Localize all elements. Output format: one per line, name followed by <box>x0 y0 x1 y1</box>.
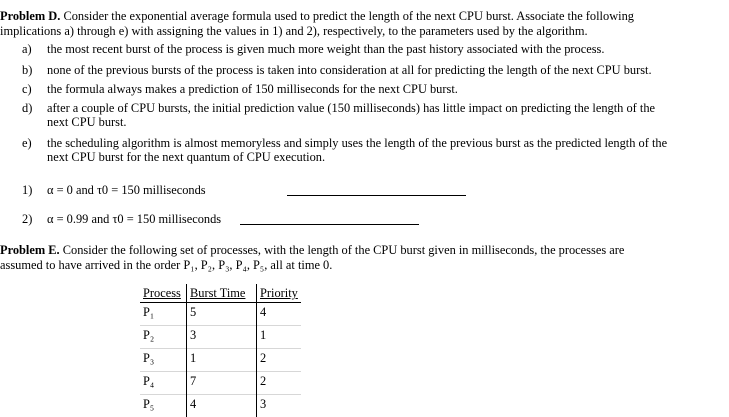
answer-blank-2[interactable] <box>240 224 419 225</box>
implication-label: d) <box>22 101 32 115</box>
problem-d-heading: Problem D. <box>0 9 60 23</box>
table-row <box>140 372 301 395</box>
burst-time-cell: 3 <box>187 326 257 349</box>
problem-e-intro-line2: assumed to have arrived in the order P₁, P₂, P₃, P₄, P₅, all at time 0. <box>0 258 725 273</box>
option-label: 2) <box>22 212 32 226</box>
priority-cell: 4 <box>257 303 301 326</box>
table-row <box>140 349 301 372</box>
process-table <box>140 284 301 417</box>
implication-label: a) <box>22 42 32 56</box>
problem-e-intro <box>0 243 725 273</box>
problem-e-heading: Problem E. <box>0 243 60 257</box>
implication-label: e) <box>22 136 32 150</box>
burst-time-cell: 5 <box>187 303 257 326</box>
burst-time-cell: 4 <box>187 395 257 417</box>
column-header-burst-time: Burst Time <box>187 284 257 303</box>
priority-cell: 2 <box>257 349 301 372</box>
option-text: α = 0 and τ0 = 150 milliseconds <box>47 183 723 197</box>
priority-cell: 2 <box>257 372 301 395</box>
answer-blank-1[interactable] <box>287 195 466 196</box>
column-header-priority: Priority <box>257 284 301 303</box>
option-label: 1) <box>22 183 32 197</box>
table-row <box>140 303 301 326</box>
implication-text: after a couple of CPU bursts, the initial prediction value (150 milliseconds) has little impact on predicting the length of the next CPU burst. <box>47 101 723 129</box>
priority-cell: 1 <box>257 326 301 349</box>
problem-e-intro-line1: Problem E. Consider the following set of processes, with the length of the CPU burst given in milliseconds, the processes are <box>0 243 725 258</box>
process-cell: P₂ <box>140 326 187 349</box>
implication-text: none of the previous bursts of the process is taken into consideration at all for predicting the length of the next CPU burst. <box>47 63 723 77</box>
table-row <box>140 395 301 417</box>
process-cell: P₃ <box>140 349 187 372</box>
burst-time-cell: 1 <box>187 349 257 372</box>
column-header-process: Process <box>140 284 187 303</box>
implication-text: the most recent burst of the process is given much more weight than the past history associated with the process. <box>47 42 723 56</box>
process-cell: P₅ <box>140 395 187 417</box>
option-text: α = 0.99 and τ0 = 150 milliseconds <box>47 212 723 226</box>
problem-d-intro <box>0 9 725 39</box>
process-cell: P₁ <box>140 303 187 326</box>
implication-text: the scheduling algorithm is almost memoryless and simply uses the length of the previous burst as the predicted length of the next CPU burst for the next quantum of CPU execution. <box>47 136 723 164</box>
problem-d-intro-line1: Problem D. Consider the exponential average formula used to predict the length of the next CPU burst. Associate the following <box>0 9 725 24</box>
implication-label: c) <box>22 82 32 96</box>
burst-time-cell: 7 <box>187 372 257 395</box>
table-row <box>140 326 301 349</box>
implication-text: the formula always makes a prediction of 150 milliseconds for the next CPU burst. <box>47 82 723 96</box>
process-cell: P₄ <box>140 372 187 395</box>
priority-cell: 3 <box>257 395 301 417</box>
problem-d-intro-line2: implications a) through e) with assigning the values in 1) and 2), respectively, to the parameters used by the algorithm. <box>0 24 725 39</box>
implication-label: b) <box>22 63 32 77</box>
